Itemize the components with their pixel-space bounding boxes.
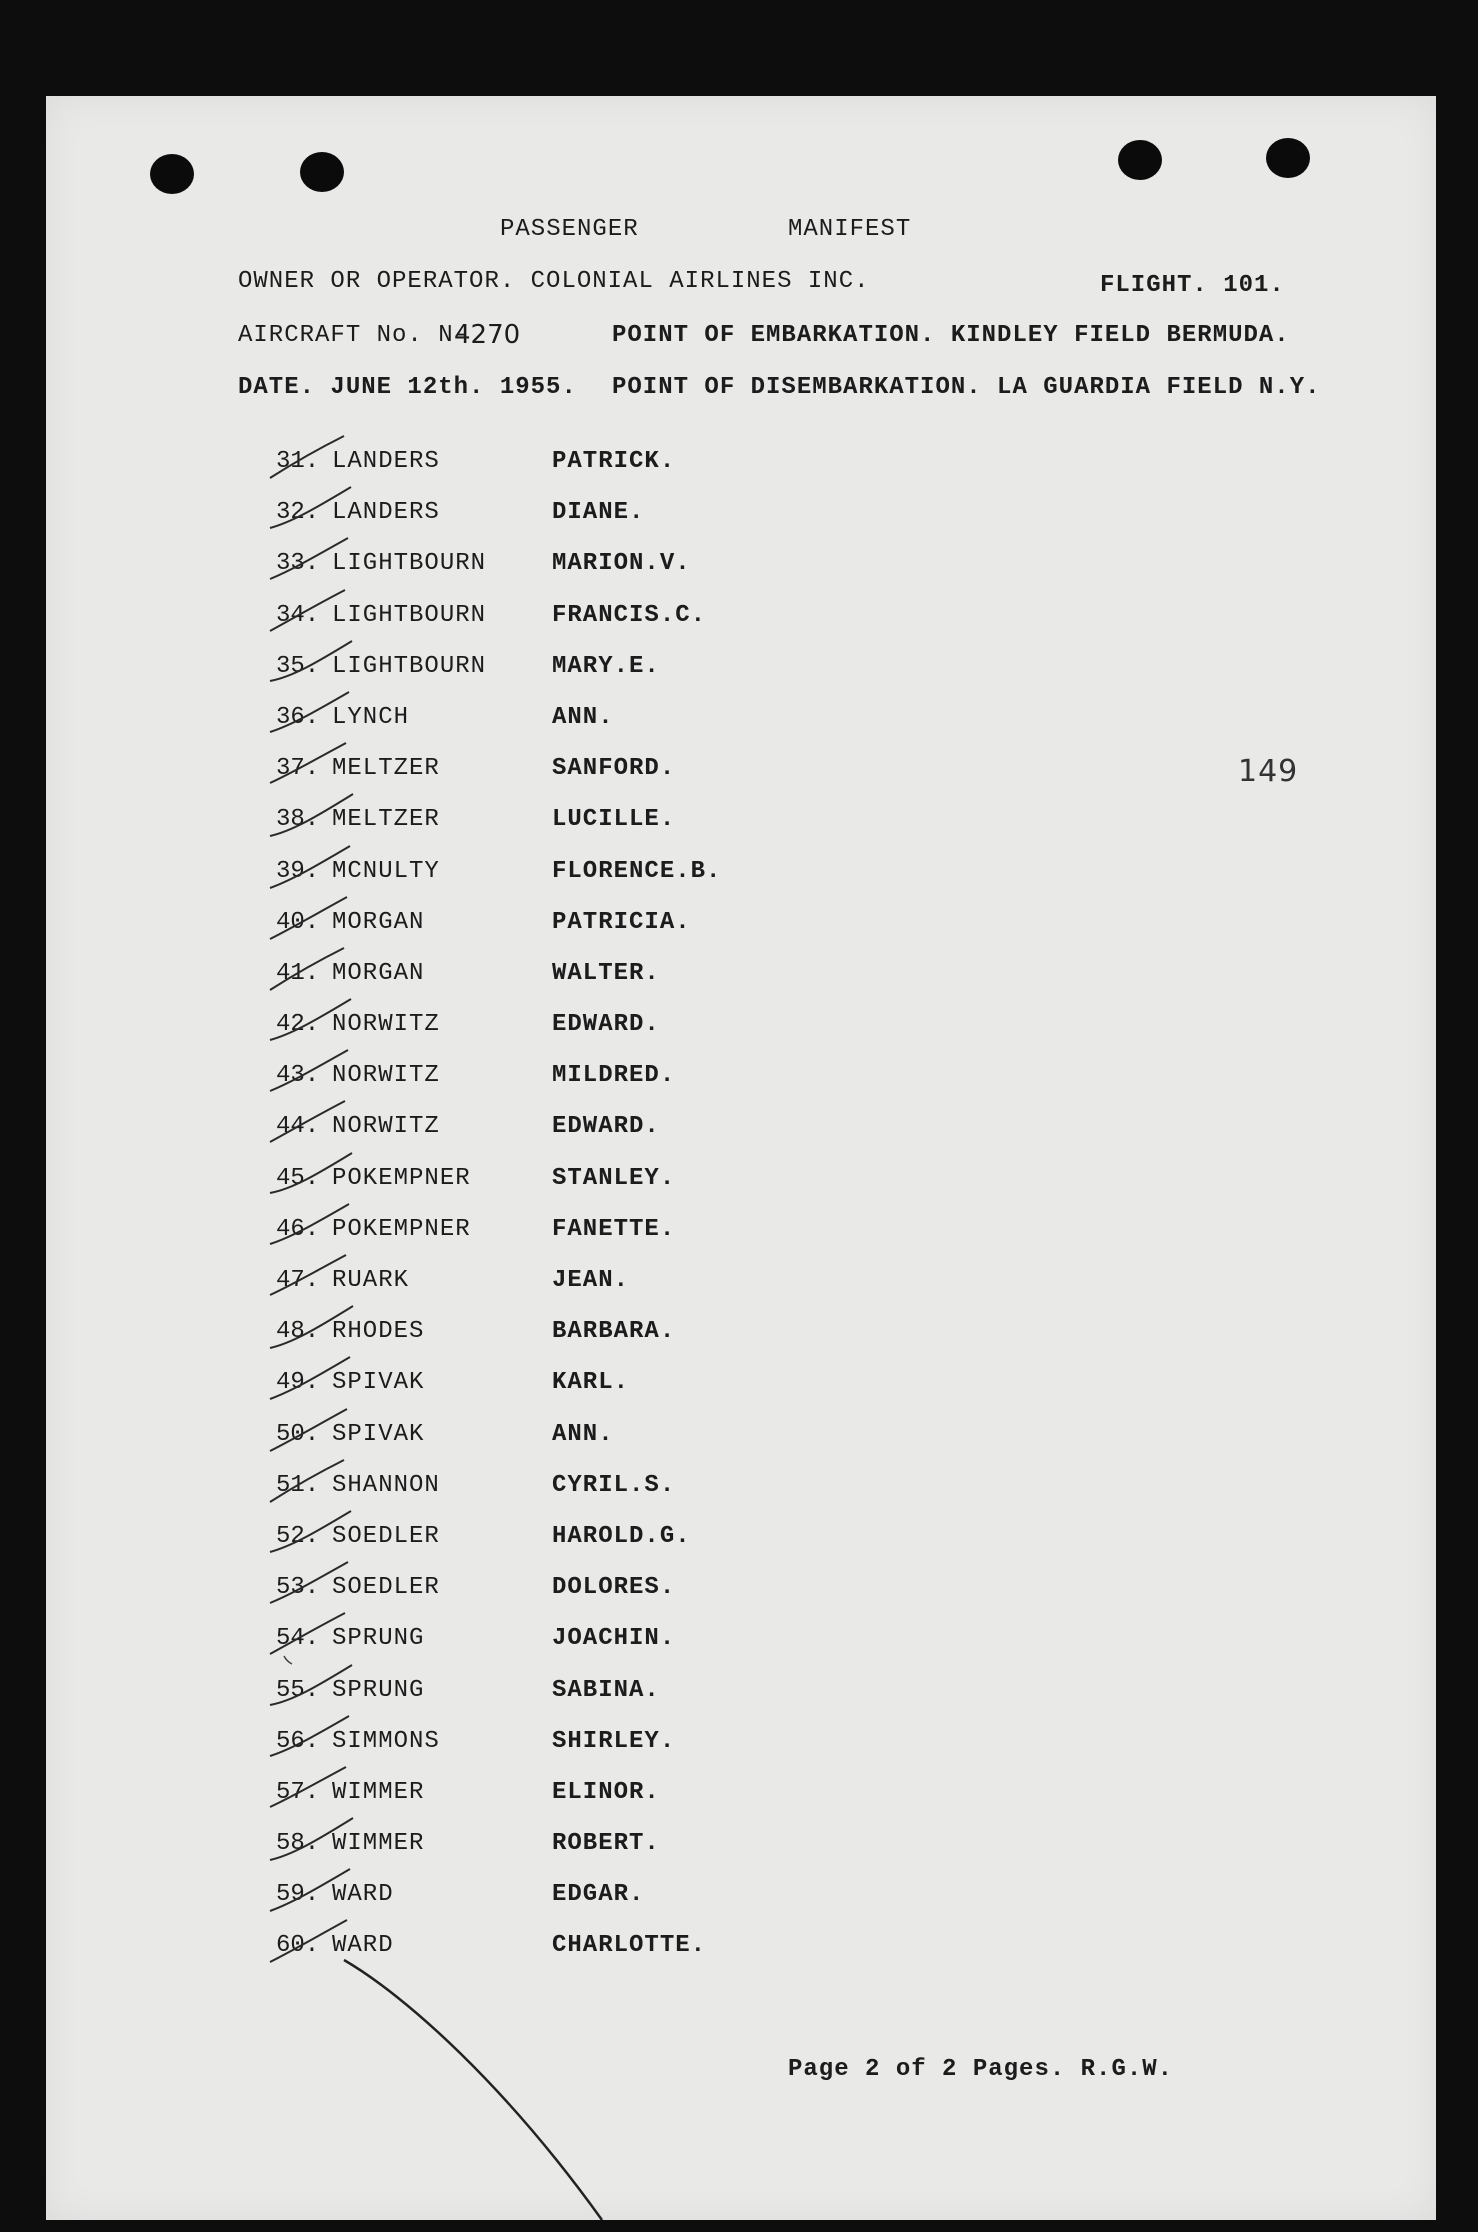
passenger-last-name: SPIVAK bbox=[332, 1420, 425, 1448]
passenger-row bbox=[196, 448, 896, 499]
point-of-embarkation: POINT OF EMBARKATION. KINDLEY FIELD BERMUDA. bbox=[612, 322, 1290, 349]
passenger-first-name: EDWARD. bbox=[552, 1113, 660, 1141]
passenger-first-name: HAROLD.G. bbox=[552, 1522, 691, 1550]
passenger-last-name: SOEDLER bbox=[332, 1574, 440, 1602]
passenger-first-name: SHIRLEY. bbox=[552, 1727, 676, 1755]
passenger-number: 57. bbox=[276, 1778, 320, 1806]
passenger-first-name: JEAN. bbox=[552, 1267, 630, 1294]
title-passenger: PASSENGER bbox=[500, 216, 639, 243]
passenger-last-name: WIMMER bbox=[332, 1830, 425, 1858]
passenger-first-name: WALTER. bbox=[552, 959, 660, 987]
punch-hole-left-1 bbox=[150, 154, 194, 194]
point-of-disembarkation: POINT OF DISEMBARKATION. LA GUARDIA FIELD N.Y. bbox=[612, 374, 1321, 401]
passenger-last-name: SPIVAK bbox=[332, 1369, 425, 1397]
passenger-number: 49. bbox=[276, 1369, 320, 1397]
passenger-last-name: POKEMPNER bbox=[332, 1215, 471, 1243]
passenger-row bbox=[196, 704, 896, 755]
passenger-number: 47. bbox=[276, 1267, 320, 1294]
passenger-number: 32. bbox=[276, 499, 320, 527]
passenger-row bbox=[196, 1830, 896, 1881]
passenger-last-name: POKEMPNER bbox=[332, 1164, 471, 1192]
passenger-number: 39. bbox=[276, 857, 320, 885]
passenger-number: 44. bbox=[276, 1113, 320, 1141]
passenger-first-name: ROBERT. bbox=[552, 1830, 660, 1858]
passenger-first-name: SABINA. bbox=[552, 1676, 660, 1704]
passenger-row bbox=[196, 1728, 896, 1779]
passenger-first-name: ELINOR. bbox=[552, 1778, 660, 1806]
passenger-row bbox=[196, 653, 896, 704]
passenger-row bbox=[196, 602, 896, 653]
passenger-number: 35. bbox=[276, 652, 320, 680]
passenger-number: 48. bbox=[276, 1318, 320, 1346]
passenger-last-name: NORWITZ bbox=[332, 1062, 440, 1090]
passenger-last-name: SHANNON bbox=[332, 1471, 440, 1499]
passenger-row bbox=[196, 1062, 896, 1113]
passenger-number: 59. bbox=[276, 1881, 320, 1909]
passenger-number: 60. bbox=[276, 1932, 320, 1960]
passenger-row bbox=[196, 1779, 896, 1830]
passenger-number: 50. bbox=[276, 1420, 320, 1448]
passenger-last-name: LIGHTBOURN bbox=[332, 550, 487, 578]
passenger-last-name: WARD bbox=[332, 1932, 394, 1960]
passenger-first-name: JOACHIN. bbox=[552, 1625, 676, 1653]
passenger-last-name: MELTZER bbox=[332, 806, 440, 834]
passenger-row bbox=[196, 858, 896, 909]
passenger-last-name: LIGHTBOURN bbox=[332, 652, 487, 680]
passenger-last-name: RUARK bbox=[332, 1267, 410, 1294]
passenger-row bbox=[196, 1011, 896, 1062]
passenger-row bbox=[196, 1472, 896, 1523]
passenger-number: 43. bbox=[276, 1062, 320, 1090]
passenger-row bbox=[196, 1932, 896, 1983]
passenger-number: 53. bbox=[276, 1574, 320, 1602]
passenger-number: 36. bbox=[276, 703, 320, 731]
passenger-number: 51. bbox=[276, 1471, 320, 1499]
passenger-first-name: ANN. bbox=[552, 703, 614, 731]
flight-date: DATE. JUNE 12th. 1955. bbox=[238, 374, 577, 401]
passenger-last-name: WARD bbox=[332, 1881, 394, 1909]
page-stamp-number: 149 bbox=[1238, 754, 1299, 789]
passenger-list bbox=[196, 448, 896, 1984]
passenger-number: 56. bbox=[276, 1727, 320, 1755]
passenger-first-name: MARY.E. bbox=[552, 652, 660, 680]
passenger-first-name: PATRICK. bbox=[552, 448, 676, 475]
passenger-number: 52. bbox=[276, 1522, 320, 1550]
passenger-first-name: DIANE. bbox=[552, 499, 645, 527]
passenger-last-name: MORGAN bbox=[332, 959, 425, 987]
passenger-first-name: ANN. bbox=[552, 1420, 614, 1448]
passenger-first-name: CYRIL.S. bbox=[552, 1471, 676, 1499]
passenger-first-name: MILDRED. bbox=[552, 1062, 676, 1090]
passenger-number: 31. bbox=[276, 448, 320, 475]
passenger-number: 33. bbox=[276, 550, 320, 578]
passenger-number: 42. bbox=[276, 1011, 320, 1039]
aircraft-number: 4270 bbox=[454, 320, 521, 350]
owner-operator: OWNER OR OPERATOR. COLONIAL AIRLINES INC. bbox=[238, 268, 870, 295]
passenger-first-name: LUCILLE. bbox=[552, 806, 676, 834]
passenger-row bbox=[196, 755, 896, 806]
passenger-last-name: LANDERS bbox=[332, 499, 440, 527]
passenger-number: 55. bbox=[276, 1676, 320, 1704]
punch-hole-left-2 bbox=[300, 152, 344, 192]
passenger-number: 45. bbox=[276, 1164, 320, 1192]
passenger-row bbox=[196, 1369, 896, 1420]
manifest-page bbox=[46, 96, 1436, 2220]
passenger-first-name: BARBARA. bbox=[552, 1318, 676, 1346]
title-manifest: MANIFEST bbox=[788, 216, 912, 243]
passenger-number: 34. bbox=[276, 601, 320, 629]
passenger-last-name: NORWITZ bbox=[332, 1011, 440, 1039]
passenger-row bbox=[196, 1318, 896, 1369]
aircraft-label: AIRCRAFT No. N- bbox=[238, 322, 470, 349]
passenger-number: 40. bbox=[276, 908, 320, 936]
passenger-row bbox=[196, 1881, 896, 1932]
passenger-last-name: LIGHTBOURN bbox=[332, 601, 487, 629]
passenger-first-name: EDWARD. bbox=[552, 1011, 660, 1039]
passenger-first-name: PATRICIA. bbox=[552, 908, 691, 936]
passenger-row bbox=[196, 1574, 896, 1625]
passenger-row bbox=[196, 1625, 896, 1676]
passenger-row bbox=[196, 1113, 896, 1164]
passenger-first-name: MARION.V. bbox=[552, 550, 691, 578]
passenger-last-name: WIMMER bbox=[332, 1778, 425, 1806]
passenger-first-name: KARL. bbox=[552, 1369, 630, 1397]
passenger-row bbox=[196, 960, 896, 1011]
passenger-last-name: SIMMONS bbox=[332, 1727, 440, 1755]
passenger-last-name: SOEDLER bbox=[332, 1522, 440, 1550]
punch-hole-right-2 bbox=[1266, 138, 1310, 178]
passenger-row bbox=[196, 1523, 896, 1574]
passenger-number: 54. bbox=[276, 1625, 320, 1653]
passenger-first-name: EDGAR. bbox=[552, 1881, 645, 1909]
passenger-row bbox=[196, 1421, 896, 1472]
passenger-first-name: FRANCIS.C. bbox=[552, 601, 707, 629]
passenger-row bbox=[196, 1267, 896, 1318]
passenger-row bbox=[196, 550, 896, 601]
passenger-first-name: FLORENCE.B. bbox=[552, 857, 722, 885]
passenger-row bbox=[196, 1677, 896, 1728]
passenger-first-name: SANFORD. bbox=[552, 755, 676, 783]
passenger-number: 37. bbox=[276, 755, 320, 783]
flight-number: FLIGHT. 101. bbox=[1100, 272, 1285, 299]
passenger-last-name: RHODES bbox=[332, 1318, 425, 1346]
passenger-number: 46. bbox=[276, 1215, 320, 1243]
passenger-last-name: SPRUNG bbox=[332, 1625, 425, 1653]
passenger-first-name: DOLORES. bbox=[552, 1574, 676, 1602]
passenger-row bbox=[196, 806, 896, 857]
passenger-number: 41. bbox=[276, 959, 320, 987]
passenger-last-name: NORWITZ bbox=[332, 1113, 440, 1141]
passenger-first-name: CHARLOTTE. bbox=[552, 1932, 707, 1960]
punch-hole-right-1 bbox=[1118, 140, 1162, 180]
passenger-number: 58. bbox=[276, 1830, 320, 1858]
passenger-row bbox=[196, 909, 896, 960]
passenger-last-name: LANDERS bbox=[332, 448, 440, 475]
passenger-last-name: LYNCH bbox=[332, 703, 410, 731]
passenger-first-name: STANLEY. bbox=[552, 1164, 676, 1192]
passenger-number: 38. bbox=[276, 806, 320, 834]
passenger-last-name: MELTZER bbox=[332, 755, 440, 783]
passenger-last-name: MORGAN bbox=[332, 908, 425, 936]
passenger-first-name: FANETTE. bbox=[552, 1215, 676, 1243]
passenger-last-name: MCNULTY bbox=[332, 857, 440, 885]
passenger-row bbox=[196, 1165, 896, 1216]
passenger-last-name: SPRUNG bbox=[332, 1676, 425, 1704]
passenger-row bbox=[196, 499, 896, 550]
passenger-row bbox=[196, 1216, 896, 1267]
page-footer: Page 2 of 2 Pages. R.G.W. bbox=[788, 2056, 1174, 2083]
